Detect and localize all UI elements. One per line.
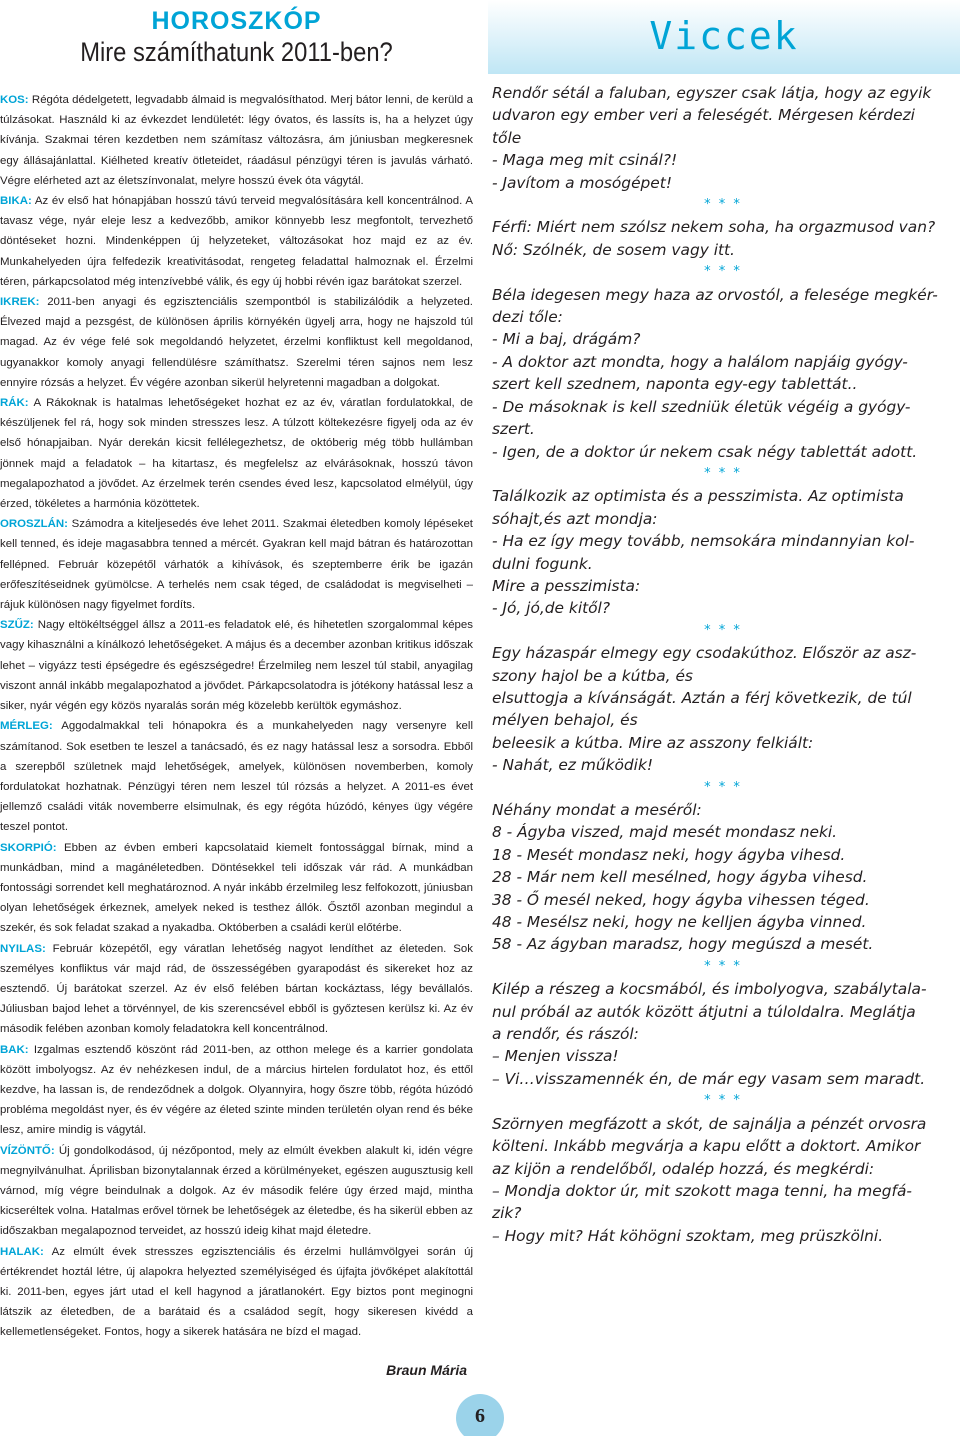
jokes-body <box>492 82 954 1247</box>
horoscope-body <box>0 90 473 1343</box>
joke-line: - Ha ez így megy tovább, nemsokára mindannyian kol- <box>492 532 915 551</box>
joke-line: - Igen, de a doktor úr nekem csak négy tablettát adott. <box>492 442 918 461</box>
sign-text: Izgalmas esztendő köszönt rád 2011-ben, az otthon melege és a karrier gondolata között imbolyogsz. Az év nehézkesen indul, de a március hirtelen fordulatot hoz, és ettől kezdve, ha lassan is, de rendeződnek a dolgok. Olyannyira, hogy őszre több, régóta húzódó probléma megoldást nyer, és év végére az életed szinte minden területén olyan rend és béke lesz, amire mindig is vágytál. <box>0 1043 473 1137</box>
page-number-badge: 6 <box>456 1394 504 1436</box>
joke-line: – Hogy mit? Hát köhögni szoktam, meg prüszkölni. <box>492 1226 884 1245</box>
sign-name: KOS: <box>0 94 29 106</box>
joke-line: tőle <box>492 128 522 147</box>
joke-line: Nő: Szólnék, de sosem vagy itt. <box>492 240 735 259</box>
joke-line: szony hajol be a kútba, és <box>492 666 693 685</box>
joke-line: 38 - Ő mesél neked, hogy ágyba vihessen téged. <box>492 890 870 909</box>
joke-line: 18 - Mesét mondasz neki, hogy ágyba vihesd. <box>492 845 846 864</box>
sign-name: IKREK: <box>0 296 40 309</box>
joke-line: szert. <box>492 420 535 439</box>
joke-line: - De másoknak is kell szedniük életük végéig a gyógy- <box>492 397 911 416</box>
sign-text: Számodra a kiteljesedés éve lehet 2011. Szakmai életedben komoly lépéseket kell tenned, és ideje magasabbra tenned a mércét. Gyakran kell majd bátran és határozottan fellépned. Február közepétől várhatók a kihívások, és szeptemberre érik be igazán erőfeszítéseidnek gyümölcse. A terhelés nem csak téged, de családodat is megviselheti – rájuk különösen nagy figyelmet fordíts. <box>0 518 473 612</box>
joke-separator: * * * <box>704 1093 742 1109</box>
joke-line: Egy házaspár elmegy egy csodakúthoz. Először az asz- <box>492 644 917 663</box>
joke-line: - Jó, jó,de kitől? <box>492 599 610 618</box>
sign-text: Az év első hat hónapjában hosszú távú terveid megvalósítására kell koncentrálnod. A tavasz vége, nyár eleje lesz a kedvezőbb, amikor könnyebb lesz megfontolt, tervezhető döntéseket hozni. Mindenképpen új helyzeteket, változásokat hoz majd ez az év. Munkahelyeden újra felfedezik kreativitásodat, rengeteg feladattal halmoznak el. Érzelmi téren, párkapcsolatod még intenzívebbé válik, és egy új hobbi révén igaz barátokat szerzel. <box>0 195 473 288</box>
joke-line: elsuttogja a kívánságát. Aztán a férj következik, de túl <box>492 688 912 707</box>
joke-line: az kijön a rendelőből, odalép hozzá, és megkérdi: <box>492 1159 875 1178</box>
joke-line: - A doktor azt mondta, hogy a halálom napjáig gyógy- <box>492 352 908 371</box>
joke-separator: * * * <box>704 465 742 481</box>
sign-name: OROSZLÁN: <box>0 518 68 531</box>
sign-name: MÉRLEG: <box>0 720 53 733</box>
joke-line: - Maga meg mit csinál?! <box>492 151 678 170</box>
joke-line: Szörnyen megfázott a skót, de sajnálja a pénzét orvosra <box>492 1114 927 1133</box>
sign-name: RÁK: <box>0 397 29 410</box>
joke-line: – Vi…visszamennék én, de már egy vasam sem maradt. <box>492 1069 926 1088</box>
horoscope-entry <box>0 191 473 292</box>
joke-line: 48 - Mesélsz neki, hogy ne kelljen ágyba vinned. <box>492 913 867 932</box>
horoscope-column <box>0 0 473 1436</box>
sign-name: HALAK: <box>0 1245 44 1258</box>
horoscope-entry <box>0 1141 473 1242</box>
sign-text: 2011-ben anyagi és egzisztenciális szempontból is stabilizálódik a helyzeted. Élvezed majd a pezsgést, de különösen április környékén ügyelj arra, hogy ne hajszold túl magad. Az év vége felé sok megoldandó helyzetet, érzelmi konfliktust kell megoldanod, ugyanakkor komoly anyagi fellendülésre számíthatsz. Szerelmi téren sajnos nem lesz ennyire rózsás a helyzet. Év végére azonban sikerül helyretenni magadban a dolgokat. <box>0 296 473 389</box>
sign-name: VÍZÖNTŐ: <box>0 1144 55 1157</box>
joke-separator: * * * <box>704 264 742 280</box>
horoscope-subtitle: Mire számíthatunk 2011-ben? <box>80 37 393 67</box>
joke-line: nul próbál az autók között átjutni a túloldalra. Meglátja <box>492 1002 916 1021</box>
joke-line: Mire a pesszimista: <box>492 576 641 595</box>
joke-line: Kilép a részeg a kocsmából, és imbolyogva, szabálytala- <box>492 980 927 999</box>
sign-name: BAK: <box>0 1043 29 1056</box>
horoscope-entry <box>0 615 473 716</box>
joke-line: zik? <box>492 1204 522 1223</box>
joke-line: Néhány mondat a meséről: <box>492 801 702 819</box>
joke-separator: * * * <box>704 779 742 795</box>
horoscope-entry <box>0 838 473 939</box>
joke-line: udvaron egy ember veri a feleségét. Mérgesen kérdezi <box>492 106 915 125</box>
sign-text: Nagy eltökéltséggel állsz a 2011-es feladatok elé, és hihetetlen szorgalommal képes vagy kihasználni a kínálkozó lehetőségeket. A május és a december azonban kritikus időszak lehet – vigyázz testi épségedre és egészségedre! Érzelmileg nem leszel túl stabil, anyagilag viszont annál inkább megalapozhatod a jövődet. Párkapcsolatodra is jótékony hatással lesz a siker, nyár végén egy közös nyaralás során még közelebb kerültök egymáshoz. <box>0 619 473 713</box>
joke-line: dulni fogunk. <box>492 554 593 573</box>
joke-line: Béla idegesen megy haza az orvostól, a felesége megkér- <box>492 285 938 304</box>
sign-text: Az elmúlt évek stresszes egzisztenciális és érzelmi hullámvölgyei során új értékrendet hoztál létre, új alapokra helyezted személyiséged és újfajta jövőképet alakítottál ki. 2011-ben, egyes járt utad el kell hagynod a járatlanokért. Egy biztos pont meginogni látszik az életedben, de a barátaid és a családod segít, hogy sikeresen kivédd a kellemetlenségeket. Fontos, hogy a sikerek hatására ne bízd el magad. <box>0 1245 473 1339</box>
sign-name: BIKA: <box>0 195 32 208</box>
horoscope-entry <box>0 939 473 1040</box>
horoscope-entry <box>0 514 473 615</box>
joke-line: Rendőr sétál a faluban, egyszer csak látja, hogy az egyik <box>492 84 932 102</box>
joke-line: - Nahát, ez működik! <box>492 756 654 775</box>
sign-name: SZŰZ: <box>0 619 34 632</box>
joke-line: 58 - Az ágyban maradsz, hogy megúszd a mesét. <box>492 935 874 954</box>
horoscope-title: HOROSZKÓP <box>151 7 322 35</box>
jokes-header-box <box>488 0 960 74</box>
joke-separator: * * * <box>704 622 742 638</box>
joke-line: szert kell szednem, naponta egy-egy tablettát.. <box>492 375 858 394</box>
sign-name: SKORPIÓ: <box>0 841 57 854</box>
joke-line: - Mi a baj, drágám? <box>492 330 641 349</box>
joke-line: mélyen behajol, és <box>492 711 638 730</box>
joke-line: 8 - Ágyba viszed, majd mesét mondasz neki. <box>492 823 838 842</box>
horoscope-entry <box>0 716 473 837</box>
joke-line: a rendőr, és rászól: <box>492 1025 639 1044</box>
joke-line: - Javítom a mosógépet! <box>492 173 672 192</box>
sign-name: NYILAS: <box>0 942 46 955</box>
horoscope-entry <box>0 393 473 514</box>
joke-line: dezi tőle: <box>492 308 563 327</box>
sign-text: Új gondolkodásod, új nézőpontod, mely az elmúlt években alakult ki, idén végre megnyilvánulhat. Áprilisban bizonytalannak érzed a körülményeket, egészen augusztusig kell várnod, míg végre beindulnak a dolgok. Az év második felére úgy érzed majd, mintha kicseréltek volna. Hatalmas erővel törnek be lehetőségek az életedbe, és ha sikerül ebben az időszakban megalapoznod terveidet, az hosszú ideig kihat majd életedre. <box>0 1144 473 1238</box>
joke-line: Találkozik az optimista és a pesszimista. Az optimista <box>492 487 904 506</box>
horoscope-entry <box>0 1040 473 1141</box>
horoscope-entry <box>0 292 473 393</box>
jokes-column <box>480 0 960 1436</box>
joke-line: sóhajt,és azt mondja: <box>492 509 658 528</box>
author-name: Braun Mária <box>386 1362 467 1378</box>
horoscope-header <box>0 6 473 68</box>
horoscope-entry <box>0 90 473 191</box>
joke-line: költeni. Inkább megvárja a kapu előtt a doktort. Amikor <box>492 1137 921 1156</box>
sign-text: Régóta dédelgetett, legvadabb álmaid is megvalósíthatod. Merj bátor lenni, de kerüld a túlzásokat. Használd ki az évkezdet lendületét: légy óvatos, és lassíts is, ha a helyzet úgy kívánja. Szakmai téren kezdetben nem számítasz változásra, ám júniusban megkeresnek egy állásajánlattal. Kiélheted kreatív ötleteidet, ráadásul pénzügyi téren is javulás várható. Végre elérheted azt az életszínvonalat, melyre hosszú évek óta vágytál. <box>0 94 473 187</box>
joke-line: beleesik a kútba. Mire az asszony felkiált: <box>492 733 814 752</box>
jokes-title: Viccek <box>649 14 799 58</box>
sign-text: A Rákoknak is hatalmas lehetőségeket hozhat ez az év, váratlan fordulatokkal, de készüljenek fel rá, hogy sok minden stresszes lesz. A túlzott költekezésre figyelj oda az év első hónapjaiban. Nyár derekán kicsit fellélegezhetsz, de októberig még több hullámban jönnek majd a feladatok – ha kitartasz, és megfelelsz az elvárásoknak, hosszú távon megalapozhatod a jövődet. Az érzelmek terén csendes éved lesz, kapcsolatod elmélyül, úgy érzed, tökéletes a harmónia közöttetek. <box>0 397 473 511</box>
sign-text: Ebben az évben emberi kapcsolataid kiemelt fontossággal bírnak, mind a munkádban, mind a magánéletedben. Döntésekkel teli időszak vár rád. A munkádban fontossági sorrendet kell meghatároznod. A nyár inkább érzelmileg lesz felfokozott, júniusban olyan lehetőségek érkeznek, amelyek neked is testhez állók. Ősztől azonban megindul a szekér, és sok feladat szakad a nyakadba. Októberben a családi kerül előtérbe. <box>0 841 473 935</box>
horoscope-entry <box>0 1242 473 1343</box>
joke-separator: * * * <box>704 958 742 974</box>
sign-text: Február közepétől, egy váratlan lehetőség nagyot lendíthet az életeden. Sok személyes konfliktus vár majd rád, de összességében gyarapodást és sikereket hoz az esztendő. Új barátokat szerzel. Az év első felében bártan kockáztass, légy bevállalós. Júliusban bajod lehet a törvénnyel, de kis szerencsével ebből is győztesen kerülsz ki. Az év második felében azonban komoly feladatokra kell koncentrálnod. <box>0 942 473 1036</box>
joke-line: – Mondja doktor úr, mit szokott maga tenni, ha megfá- <box>492 1181 912 1200</box>
joke-separator: * * * <box>704 197 742 213</box>
joke-line: 28 - Már nem kell mesélned, hogy ágyba vihesd. <box>492 868 868 887</box>
joke-line: – Menjen vissza! <box>492 1047 619 1066</box>
joke-line: Férfi: Miért nem szólsz nekem soha, ha orgazmusod van? <box>492 218 936 237</box>
sign-text: Aggodalmakkal teli hónapokra és a munkahelyeden nagy versenyre kell számítanod. Sok esetben te leszel a tanácsadó, és ez nagy hatással lesz a sorsodra. Ebből a szerepből születnek majd lehetőségek, amelyek, különösen novemberben, komoly fordulatokat hozhatnak. Pénzügyi téren nem leszel túl rózsás a helyzet. A 2011-es évet jellemző családi viták novemberre elsimulnak, és egy régóta húzódó, kényes ügy végére teszel pontot. <box>0 720 473 834</box>
